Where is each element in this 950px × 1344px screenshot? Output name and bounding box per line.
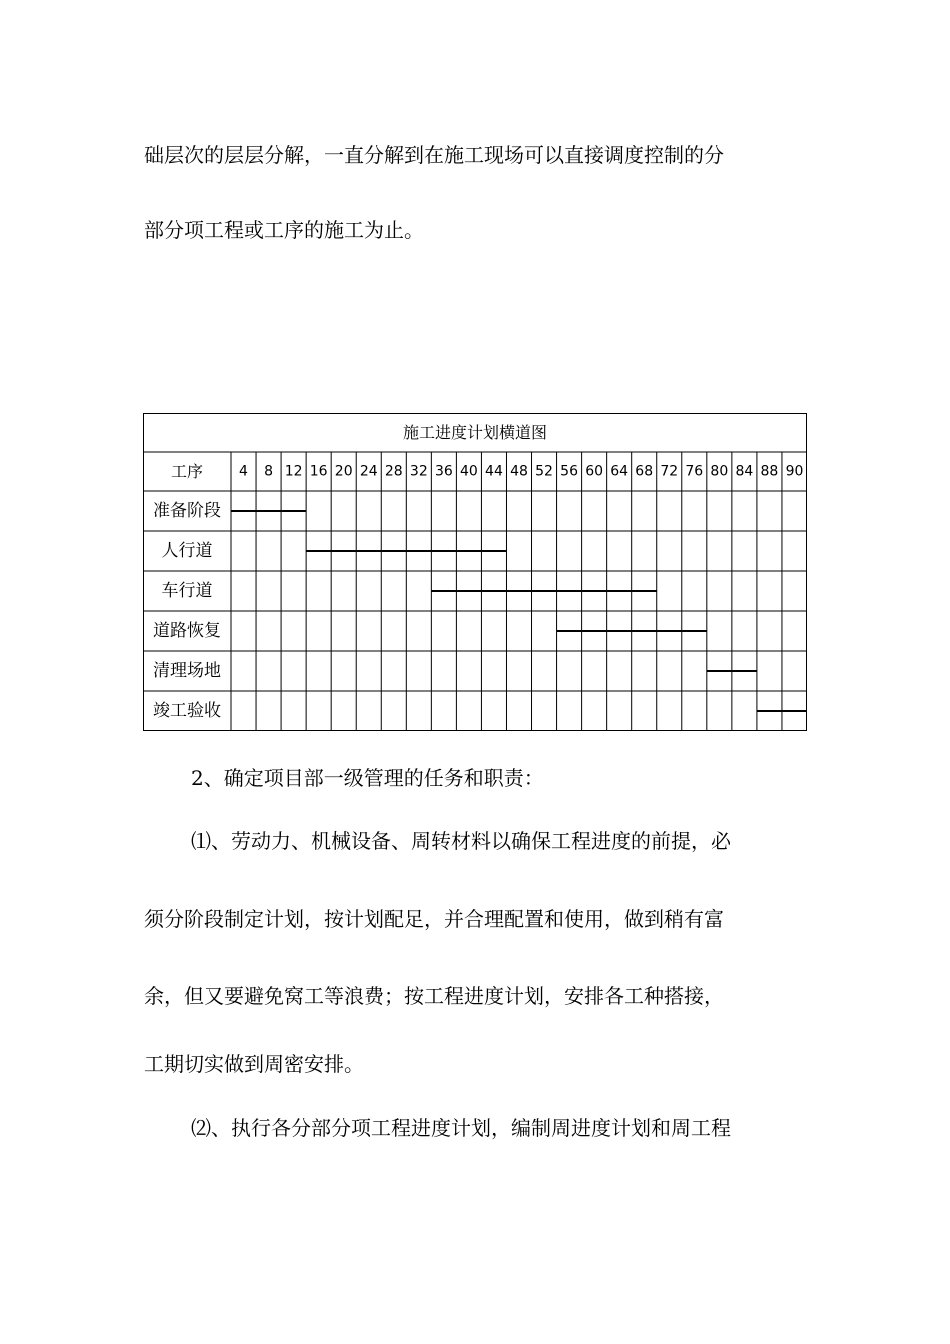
task-label: 道路恢复 xyxy=(153,621,221,641)
task-label: 清理场地 xyxy=(153,661,221,681)
time-column-label: 68 xyxy=(635,463,654,480)
header-label: 工序 xyxy=(170,462,204,481)
time-column-label: 56 xyxy=(560,463,579,480)
paragraph-5: ⑵、执行各分部分项工程进度计划，编制周进度计划和周工程 xyxy=(191,1116,731,1140)
paragraph-2: 部分项工程或工序的施工为止。 xyxy=(144,218,424,242)
time-column-label: 8 xyxy=(264,463,274,480)
time-column-label: 64 xyxy=(610,463,629,480)
time-column-label: 44 xyxy=(485,463,503,480)
paragraph-4-line-4: 工期切实做到周密安排。 xyxy=(144,1052,364,1076)
paragraph-4-line-1: ⑴、劳动力、机械设备、周转材料以确保工程进度的前提，必 xyxy=(191,829,731,853)
time-column-label: 90 xyxy=(785,463,804,480)
time-column-label: 84 xyxy=(735,463,754,480)
time-column-label: 36 xyxy=(434,463,453,480)
time-column-label: 40 xyxy=(459,463,478,480)
time-column-label: 76 xyxy=(685,463,704,480)
time-column-label: 28 xyxy=(384,463,403,480)
gantt-svg xyxy=(143,413,807,731)
time-column-label: 88 xyxy=(760,463,779,480)
time-column-label: 12 xyxy=(284,463,303,480)
section-heading: 2、确定项目部一级管理的任务和职责： xyxy=(191,766,544,790)
task-label: 竣工验收 xyxy=(153,701,221,721)
paragraph-4-line-2: 须分阶段制定计划，按计划配足，并合理配置和使用，做到稍有富 xyxy=(144,907,724,931)
time-column-label: 80 xyxy=(710,463,729,480)
time-column-label: 24 xyxy=(359,463,378,480)
task-label: 车行道 xyxy=(161,581,213,601)
time-column-label: 16 xyxy=(309,463,328,480)
time-column-label: 48 xyxy=(510,463,528,480)
time-column-label: 52 xyxy=(535,463,553,480)
task-label: 人行道 xyxy=(161,541,213,561)
time-column-label: 20 xyxy=(334,463,353,480)
gantt-chart xyxy=(143,413,807,731)
paragraph-1: 础层次的层层分解，一直分解到在施工现场可以直接调度控制的分 xyxy=(144,143,724,167)
paragraph-4-line-3: 余，但又要避免窝工等浪费；按工程进度计划，安排各工种搭接， xyxy=(144,984,724,1008)
time-column-label: 60 xyxy=(585,463,604,480)
chart-title: 施工进度计划横道图 xyxy=(402,423,548,442)
time-column-label: 72 xyxy=(660,463,679,480)
task-label: 准备阶段 xyxy=(153,501,221,521)
time-column-label: 4 xyxy=(239,463,248,480)
time-column-label: 32 xyxy=(409,463,428,480)
